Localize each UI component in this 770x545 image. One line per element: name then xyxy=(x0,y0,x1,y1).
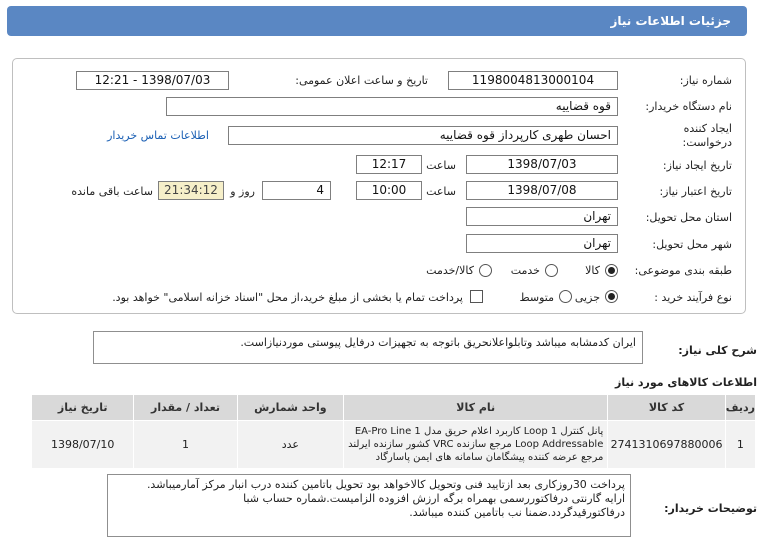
description-field xyxy=(93,331,643,364)
remaining-time-label: ساعت باقی مانده xyxy=(71,185,153,198)
category-label: طبقه بندی موضوعی: xyxy=(634,264,732,277)
description-text: ایران کدمشابه میباشد وتابلواعلانحریق باتوجه به تجهیزات درفایل پیوستی موردنیازاست. xyxy=(240,336,636,349)
notes-line: پرداخت 30روزکاری بعد ازتایید فنی وتحویل کالاخواهد بود تحویل باتامین کننده درب انبار مرکز آمارمیباشد. xyxy=(146,478,625,491)
row-quantity: 1 xyxy=(134,421,237,469)
need-number-label: شماره نیاز: xyxy=(679,74,732,87)
row-name xyxy=(344,421,608,469)
row-index: 1 xyxy=(725,421,755,469)
items-table-header xyxy=(32,395,756,421)
category-option-service: خدمت xyxy=(510,264,540,277)
treasury-note: پرداخت تمام یا بخشی از مبلغ خرید،از محل "اسناد خزانه اسلامی" خواهد بود. xyxy=(112,291,463,304)
remaining-days-field: 4 xyxy=(262,181,331,200)
buyer-org-field: قوه قضاییه xyxy=(166,97,618,116)
creator-label-line1: ایجاد کننده xyxy=(683,122,732,135)
process-label: نوع فرآیند خرید : xyxy=(654,291,732,304)
need-time-label: ساعت xyxy=(426,159,456,172)
row-unit: عدد xyxy=(237,421,343,469)
col-code: کد کالا xyxy=(608,395,725,421)
table-row xyxy=(32,421,756,469)
row-code: 2741310697880006 xyxy=(608,421,725,469)
category-option-goods-service: کالا/خدمت xyxy=(426,264,474,277)
items-section-title: اطلاعات کالاهای مورد نیاز xyxy=(615,376,757,389)
city-field: تهران xyxy=(466,234,618,253)
city-label: شهر محل تحویل: xyxy=(652,238,732,251)
process-radio-medium[interactable] xyxy=(559,290,572,303)
process-option-minor: جزیی xyxy=(574,291,600,304)
process-option-medium: متوسط xyxy=(519,291,554,304)
row-name-line: پانل کنترل Loop 1 کاربرد اعلام حریق مدل EA-Pro Line 1 xyxy=(354,426,604,437)
col-name: نام کالا xyxy=(344,395,608,421)
notes-line: ارایه گارنتی درفاکتوررسمی بهمراه برگه ارزش افزوده الزامیست.شماره حساب شبا xyxy=(243,492,625,505)
need-time-field: 12:17 xyxy=(356,155,422,174)
need-date-field: 1398/07/03 xyxy=(466,155,618,174)
col-index: ردیف xyxy=(725,395,755,421)
col-unit: واحد شمارش xyxy=(237,395,343,421)
row-name-line: مرجع عرضه کننده پیشگامان سامانه های ایمن پاسارگاد xyxy=(375,452,604,463)
need-info-panel xyxy=(12,58,746,314)
col-date: تاریخ نیاز xyxy=(32,395,134,421)
row-date: 1398/07/10 xyxy=(32,421,134,469)
province-field: تهران xyxy=(466,207,618,226)
need-date-label: تاریخ ایجاد نیاز: xyxy=(662,159,732,172)
announce-datetime-label: تاریخ و ساعت اعلان عمومی: xyxy=(295,74,428,87)
buyer-org-label: نام دستگاه خریدار: xyxy=(645,100,732,113)
remaining-time-field: 21:34:12 xyxy=(158,181,224,200)
creator-label-line2: درخواست: xyxy=(682,136,732,149)
items-table xyxy=(31,394,756,469)
need-number-field: 1198004813000104 xyxy=(448,71,618,90)
col-quantity: تعداد / مقدار xyxy=(134,395,237,421)
row-name-line: Loop Addressable مرجع سازنده VRC کشور سازنده ایرلند xyxy=(348,439,604,450)
category-radio-service[interactable] xyxy=(545,264,558,277)
process-radio-minor[interactable] xyxy=(605,290,618,303)
buyer-contact-link[interactable]: اطلاعات تماس خریدار xyxy=(107,129,209,142)
province-label: استان محل تحویل: xyxy=(645,211,732,224)
treasury-checkbox[interactable] xyxy=(470,290,483,303)
page-header xyxy=(7,6,747,36)
category-radio-goods-service[interactable] xyxy=(479,264,492,277)
validity-time-field: 10:00 xyxy=(356,181,422,200)
validity-time-label: ساعت xyxy=(426,185,456,198)
description-label: شرح کلی نیاز: xyxy=(678,344,757,357)
category-radio-goods[interactable] xyxy=(605,264,618,277)
category-option-goods: کالا xyxy=(585,264,600,277)
page-title: جزئیات اطلاعات نیاز xyxy=(610,14,731,28)
notes-label: توضیحات خریدار: xyxy=(664,502,757,515)
validity-date-label: تاریخ اعتبار نیاز: xyxy=(659,185,732,198)
announce-datetime-field: 1398/07/03 - 12:21 xyxy=(76,71,229,90)
validity-date-field: 1398/07/08 xyxy=(466,181,618,200)
notes-line: درفاکتورقیدگردد.ضمنا نب باتامین کننده میباشد. xyxy=(409,506,625,519)
days-label: روز و xyxy=(230,185,255,198)
creator-field: احسان طهری کارپرداز قوه قضاییه xyxy=(228,126,618,145)
notes-field xyxy=(107,474,631,537)
